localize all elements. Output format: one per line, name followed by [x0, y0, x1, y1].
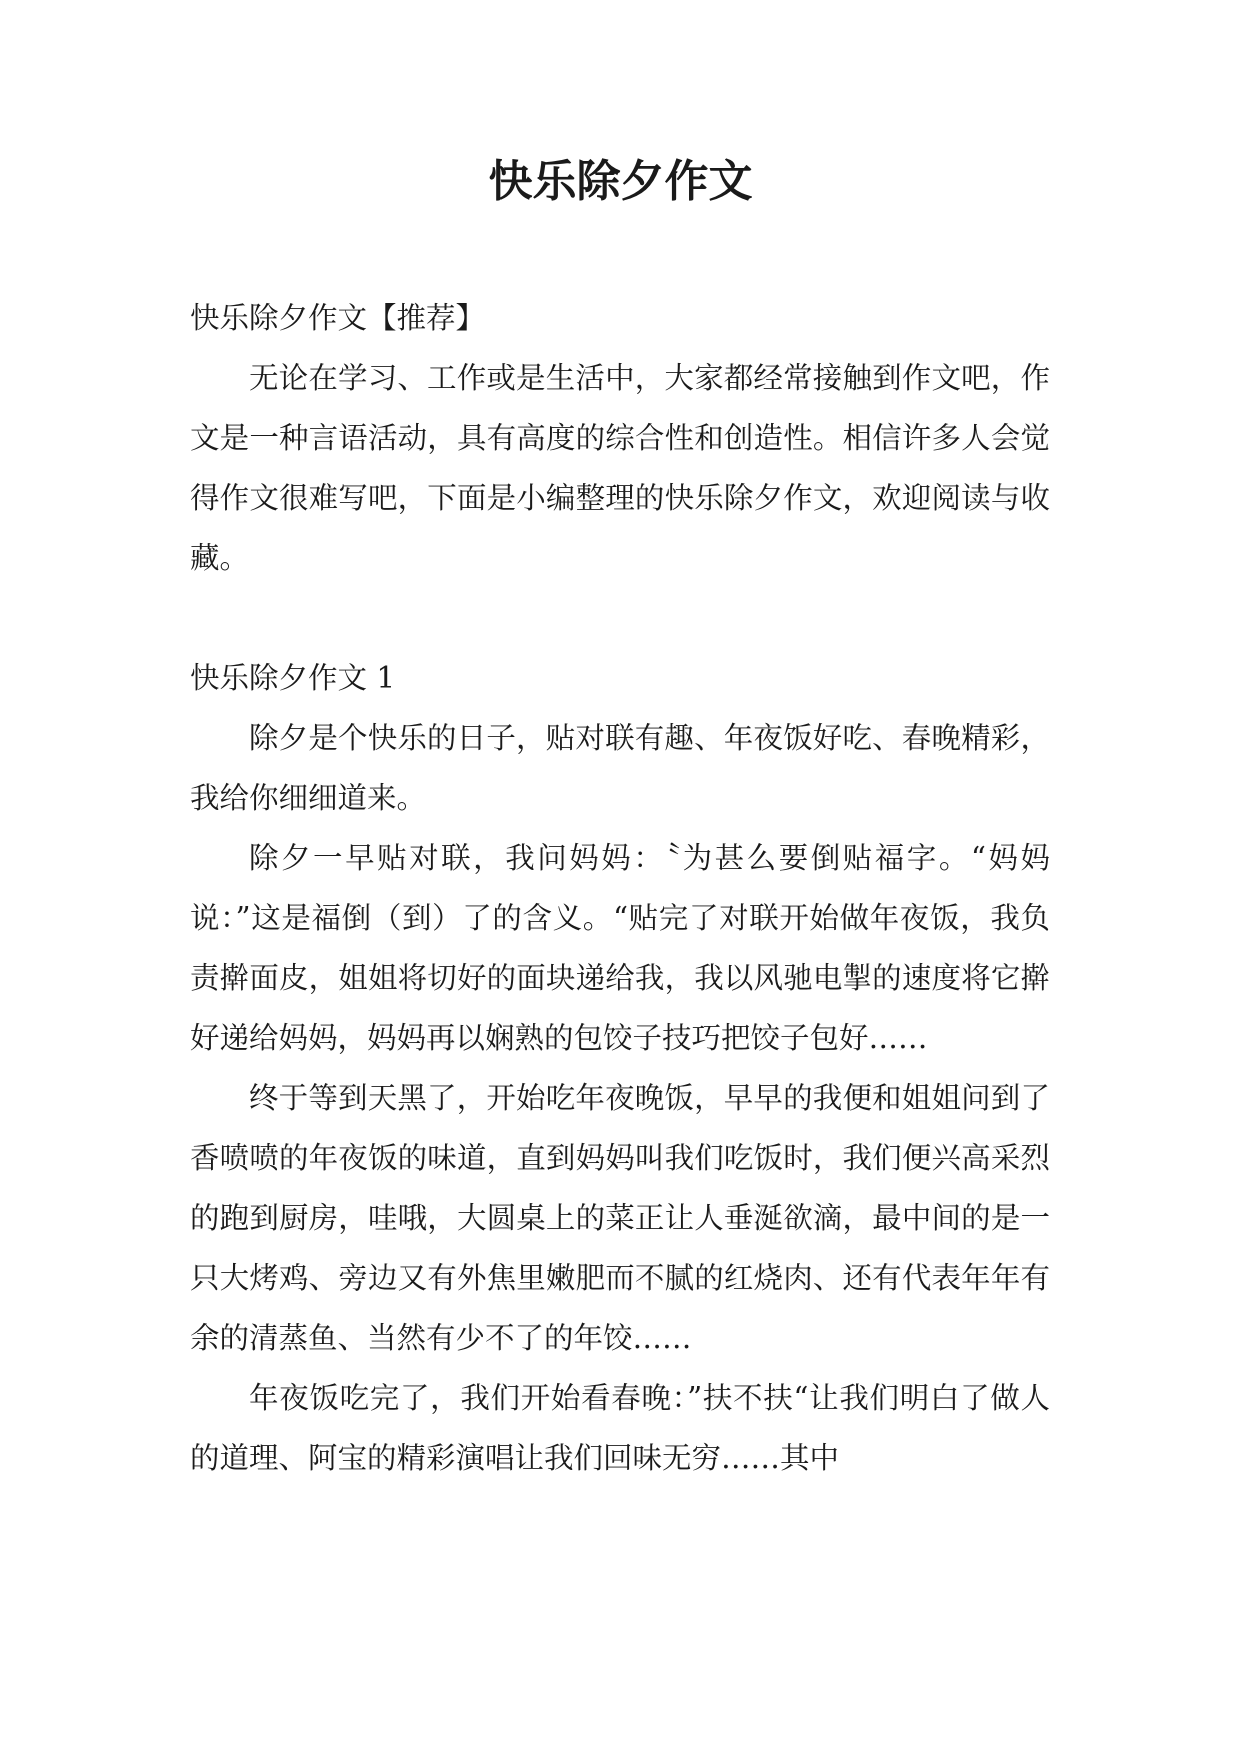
document-body	[190, 288, 1050, 1488]
document-title: 快乐除夕作文	[488, 156, 753, 207]
essay-1-paragraph-2: 除夕一早贴对联，我问妈妈：〝为甚么要倒贴福字。“妈妈说：”这是福倒（到）了的含义。“贴完了对联开始做年夜饭，我负责擀面皮，姐姐将切好的面块递给我，我以风驰电掣的速度将它擀好递给妈妈，妈妈再以娴熟的包饺子技巧把饺子包好……	[190, 841, 1050, 1055]
essay-1-paragraph-4: 年夜饭吃完了，我们开始看春晚：”扶不扶“让我们明白了做人的道理、阿宝的精彩演唱让我们回味无穷……其中	[190, 1381, 1050, 1475]
essay-1-paragraph-1: 除夕是个快乐的日子，贴对联有趣、年夜饭好吃、春晚精彩，我给你细细道来。	[190, 721, 1050, 815]
intro-paragraph: 无论在学习、工作或是生活中，大家都经常接触到作文吧，作文是一种言语活动，具有高度的综合性和创造性。相信许多人会觉得作文很难写吧，下面是小编整理的快乐除夕作文，欢迎阅读与收藏。	[190, 361, 1050, 575]
intro-heading: 快乐除夕作文【推荐】	[190, 301, 486, 335]
essay-1-heading: 快乐除夕作文 1	[190, 661, 396, 695]
essay-1-paragraph-3: 终于等到天黑了，开始吃年夜晚饭，早早的我便和姐姐问到了香喷喷的年夜饭的味道，直到妈妈叫我们吃饭时，我们便兴高采烈的跑到厨房，哇哦，大圆桌上的菜正让人垂涎欲滴，最中间的是一只大烤鸡、旁边又有外焦里嫩肥而不腻的红烧肉、还有代表年年有余的清蒸鱼、当然有少不了的年饺……	[190, 1081, 1050, 1355]
